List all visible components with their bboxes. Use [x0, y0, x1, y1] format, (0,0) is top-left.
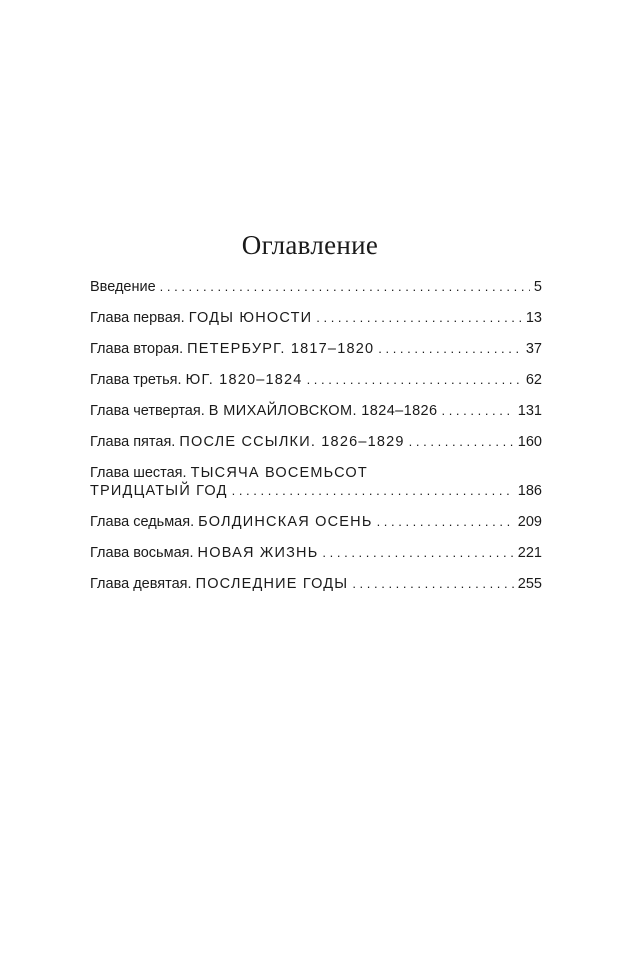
dot-leader	[307, 371, 522, 389]
toc-entry-label: Глава восьмая. НОВАЯ ЖИЗНЬ	[90, 545, 319, 561]
toc-page-number: 37	[525, 341, 542, 357]
dot-leader	[322, 544, 513, 562]
toc-page-number: 255	[517, 576, 542, 592]
table-of-contents	[90, 278, 542, 606]
toc-entry-label: Глава четвертая. В МИХАЙЛОВСКОМ. 1824–1826	[90, 403, 438, 419]
toc-entry-label: Глава девятая. ПОСЛЕДНИЕ ГОДЫ	[90, 576, 349, 592]
toc-entry-label: Введение	[90, 279, 156, 295]
dot-leader	[352, 575, 513, 593]
toc-entry-chapter-6[interactable]	[90, 464, 542, 513]
toc-entry-label: Глава пятая. ПОСЛЕ ССЫЛКИ. 1826–1829	[90, 434, 405, 450]
toc-entry-label: Глава первая. ГОДЫ ЮНОСТИ	[90, 310, 313, 326]
toc-title: Оглавление	[241, 230, 379, 260]
dot-leader	[160, 278, 530, 296]
toc-page-number: 160	[517, 434, 542, 450]
toc-page-number: 186	[517, 483, 542, 499]
toc-entry-chapter-8[interactable]	[90, 544, 542, 575]
toc-page-number: 13	[525, 310, 542, 326]
dot-leader	[378, 340, 522, 358]
toc-page-number: 221	[517, 545, 542, 561]
toc-page-number: 5	[533, 279, 542, 295]
dot-leader	[377, 513, 514, 531]
toc-entry-label: Глава вторая. ПЕТЕРБУРГ. 1817–1820	[90, 341, 375, 357]
toc-entry-introduction[interactable]	[90, 278, 542, 309]
dot-leader	[441, 402, 513, 420]
toc-entry-label: Глава шестая. ТЫСЯЧА ВОСЕМЬСОТ	[90, 465, 368, 481]
toc-entry-chapter-4[interactable]	[90, 402, 542, 433]
toc-entry-chapter-3[interactable]	[90, 371, 542, 402]
toc-entry-label: Глава третья. ЮГ. 1820–1824	[90, 372, 303, 388]
dot-leader	[232, 482, 514, 500]
toc-entry-label: Глава седьмая. БОЛДИНСКАЯ ОСЕНЬ	[90, 514, 373, 530]
toc-entry-chapter-7[interactable]	[90, 513, 542, 544]
toc-entry-label-continued: ТРИДЦАТЫЙ ГОД	[90, 483, 228, 499]
toc-entry-chapter-1[interactable]	[90, 309, 542, 340]
dot-leader	[316, 309, 522, 327]
toc-entry-chapter-2[interactable]	[90, 340, 542, 371]
toc-entry-chapter-9[interactable]	[90, 575, 542, 606]
toc-page-number: 62	[525, 372, 542, 388]
toc-page-number: 209	[517, 514, 542, 530]
toc-page-number: 131	[517, 403, 542, 419]
toc-entry-chapter-5[interactable]	[90, 433, 542, 464]
dot-leader	[409, 433, 514, 451]
